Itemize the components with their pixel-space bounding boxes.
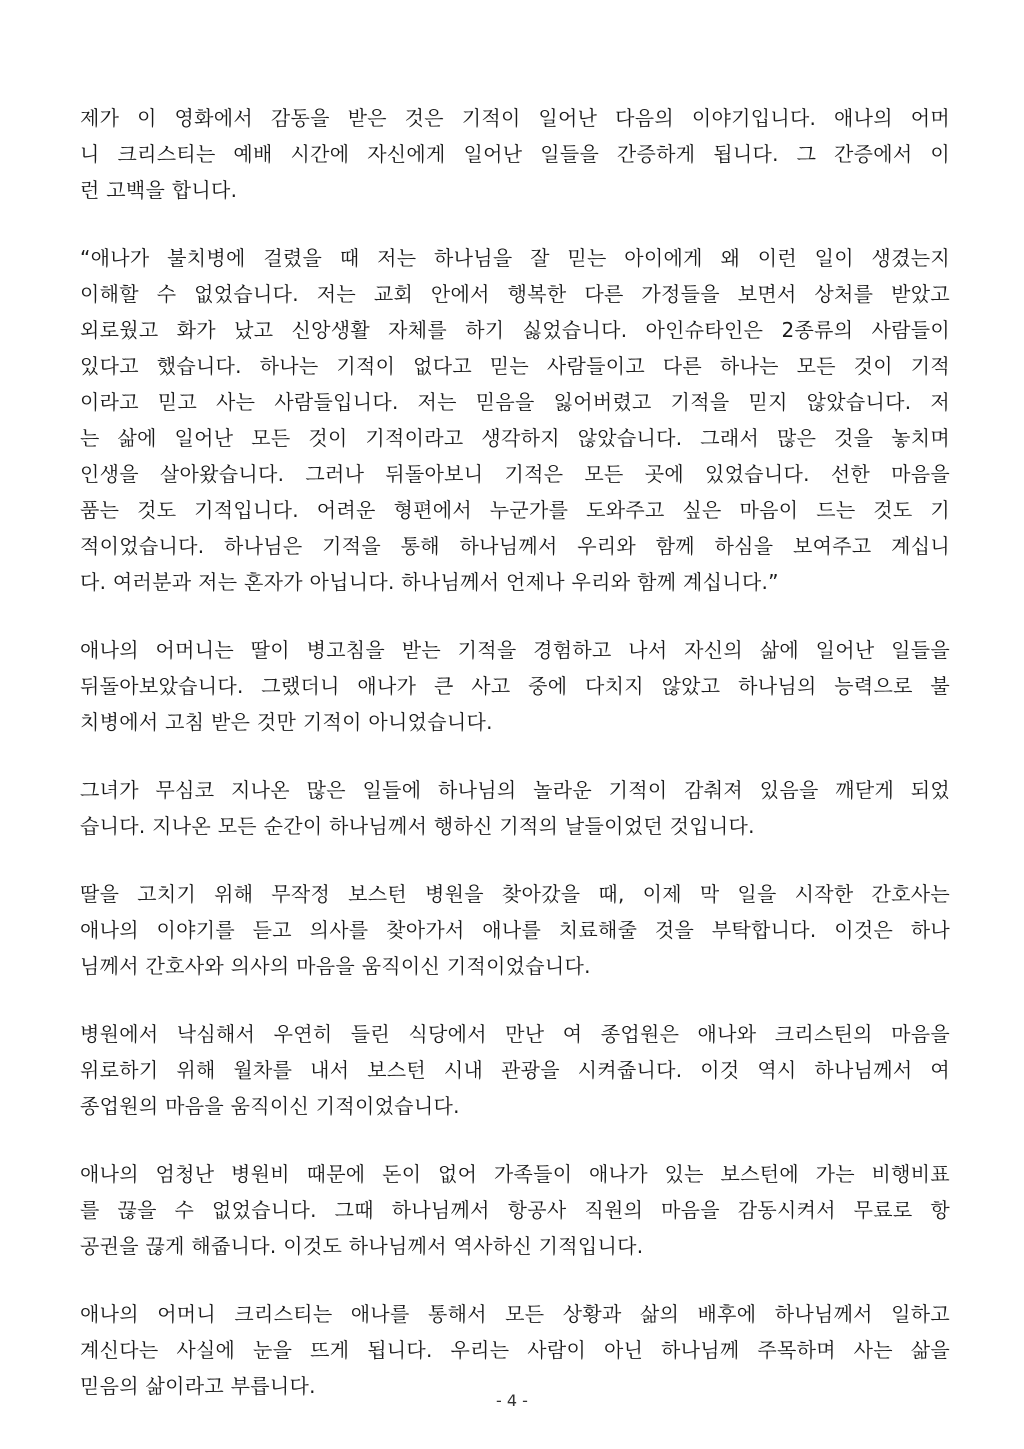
- paragraph: [80, 240, 950, 600]
- text-line: 계신다는 사실에 눈을 뜨게 됩니다. 우리는 사람이 아닌 하나님께 주목하며 사는 삶을: [80, 1338, 950, 1362]
- text-line: 위로하기 위해 월차를 내서 보스턴 시내 관광을 시켜줍니다. 이것 역시 하나님께서 여: [80, 1058, 950, 1082]
- text-line: 습니다. 지나온 모든 순간이 하나님께서 행하신 기적의 날들이었던 것입니다.: [80, 814, 755, 838]
- text-line: 병원에서 낙심해서 우연히 들린 식당에서 만난 여 종업원은 애나와 크리스틴의 마음을: [80, 1022, 950, 1046]
- paragraph: [80, 876, 950, 984]
- text-line: 는 삶에 일어난 모든 것이 기적이라고 생각하지 않았습니다. 그래서 많은 것을 놓치며: [80, 426, 950, 450]
- text-line: 품는 것도 기적입니다. 어려운 형편에서 누군가를 도와주고 싶은 마음이 드는 것도 기: [80, 498, 950, 522]
- text-line: 님께서 간호사와 의사의 마음을 움직이신 기적이었습니다.: [80, 954, 591, 978]
- text-line: 애나의 어머니는 딸이 병고침을 받는 기적을 경험하고 나서 자신의 삶에 일어난 일들을: [80, 638, 950, 662]
- text-line: 그녀가 무심코 지나온 많은 일들에 하나님의 놀라운 기적이 감춰져 있음을 깨닫게 되었: [80, 778, 950, 802]
- text-line: 애나의 어머니 크리스티는 애나를 통해서 모든 상황과 삶의 배후에 하나님께서 일하고: [80, 1302, 950, 1326]
- text-line: 애나의 엄청난 병원비 때문에 돈이 없어 가족들이 애나가 있는 보스턴에 가는 비행비표: [80, 1162, 950, 1186]
- paragraph: [80, 632, 950, 740]
- text-line: 종업원의 마음을 움직이신 기적이었습니다.: [80, 1094, 460, 1118]
- text-line: 애나의 이야기를 듣고 의사를 찾아가서 애나를 치료해줄 것을 부탁합니다. 이것은 하나: [80, 918, 950, 942]
- text-line: 있다고 했습니다. 하나는 기적이 없다고 믿는 사람들이고 다른 하나는 모든 것이 기적: [80, 354, 950, 378]
- text-line: 를 끊을 수 없었습니다. 그때 하나님께서 항공사 직원의 마음을 감동시켜서 무료로 항: [80, 1198, 950, 1222]
- text-line: 외로웠고 화가 났고 신앙생활 자체를 하기 싫었습니다. 아인슈타인은 2종류의 사람들이: [80, 318, 950, 342]
- text-line: 니 크리스티는 예배 시간에 자신에게 일어난 일들을 간증하게 됩니다. 그 간증에서 이: [80, 142, 950, 166]
- text-line: 이해할 수 없었습니다. 저는 교회 안에서 행복한 다른 가정들을 보면서 상처를 받았고: [80, 282, 950, 306]
- text-line: 이라고 믿고 사는 사람들입니다. 저는 믿음을 잃어버렸고 기적을 믿지 않았습니다. 저: [80, 390, 950, 414]
- text-line: 치병에서 고침 받은 것만 기적이 아니었습니다.: [80, 710, 493, 734]
- text-line: 제가 이 영화에서 감동을 받은 것은 기적이 일어난 다음의 이야기입니다. 애나의 어머: [80, 106, 950, 130]
- text-line: 뒤돌아보았습니다. 그랬더니 애나가 큰 사고 중에 다치지 않았고 하나님의 능력으로 불: [80, 674, 950, 698]
- document-body: [80, 100, 950, 1436]
- text-line: 믿음의 삶이라고 부릅니다.: [80, 1374, 316, 1398]
- text-line: “애나가 불치병에 걸렸을 때 저는 하나님을 잘 믿는 아이에게 왜 이런 일이 생겼는지: [80, 246, 950, 270]
- paragraph: [80, 1156, 950, 1264]
- paragraph: [80, 1016, 950, 1124]
- page-number: - 4 -: [496, 1391, 528, 1410]
- text-line: 런 고백을 합니다.: [80, 178, 238, 202]
- paragraph: [80, 100, 950, 208]
- text-line: 인생을 살아왔습니다. 그러나 뒤돌아보니 기적은 모든 곳에 있었습니다. 선한 마음을: [80, 462, 950, 486]
- paragraph: [80, 772, 950, 844]
- text-line: 다. 여러분과 저는 혼자가 아닙니다. 하나님께서 언제나 우리와 함께 계십니다.”: [80, 570, 779, 594]
- text-line: 딸을 고치기 위해 무작정 보스턴 병원을 찾아갔을 때, 이제 막 일을 시작한 간호사는: [80, 882, 950, 906]
- text-line: 적이었습니다. 하나님은 기적을 통해 하나님께서 우리와 함께 하심을 보여주고 계십니: [80, 534, 950, 558]
- paragraph: [80, 1296, 950, 1404]
- text-line: 공권을 끊게 해줍니다. 이것도 하나님께서 역사하신 기적입니다.: [80, 1234, 644, 1258]
